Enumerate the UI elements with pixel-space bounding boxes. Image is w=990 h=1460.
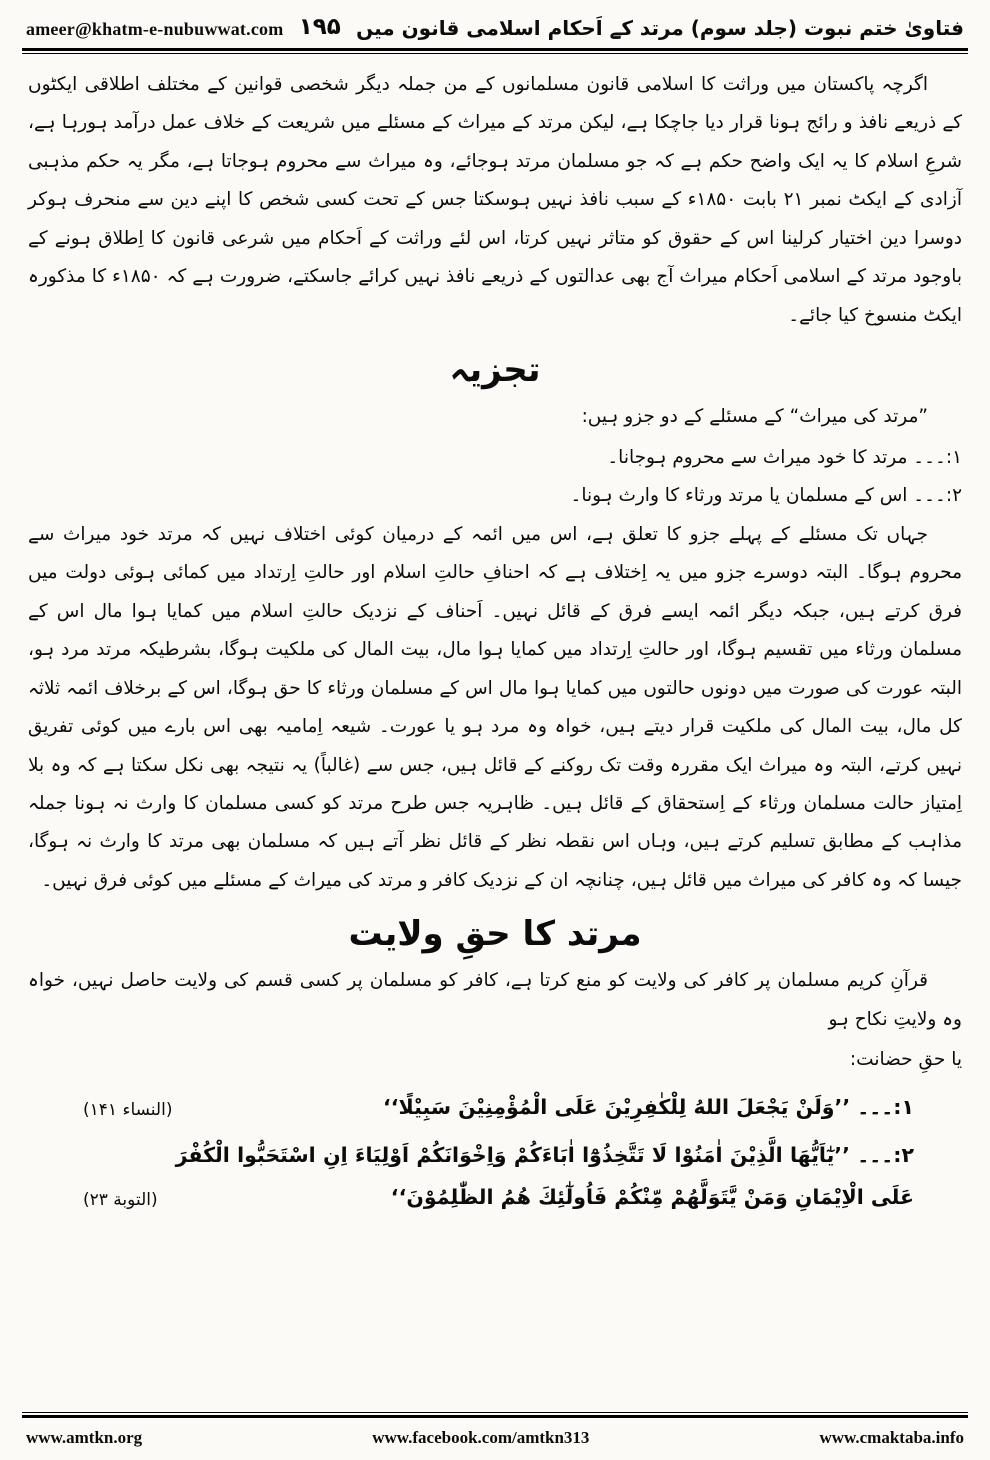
wilayat-paragraph-tail: یا حقِ حضانت: — [849, 1049, 962, 1071]
intro-paragraph: اگرچہ پاکستان میں وراثت کا اسلامی قانون مسلمانوں کے من جملہ دیگر شخصی قوانین کے مختلف اطلاقی ایکٹوں کے ذریعے نافذ و رائج ہونا قرار دیا جاچکا ہے، لیکن مرتد کے میراث کے مسئلے میں شریعت کے خلاف عمل درآمد ہورہا ہے، شرعِ اسلام کا یہ ایک واضح حکم ہے کہ جو مسلمان مرتد ہوجائے، وہ میراث سے محروم ہوجاتا ہے، مگر یہ حکم مذہبی آزادی کے ایکٹ نمبر ۲۱ بابت ۱۸۵۰ء کے سبب نافذ نہیں ہوسکتا جس کے تحت کسی شخص کا اپنے دین سے منحرف ہوکر دوسرا دین اختیار کرلینا اس کے حقوق کو متاثر نہیں کرتا، اس لئے وراثت کے اَحکام میں شرعی قانون کا اِطلاق ہونے کے باوجود مرتد کے اسلامی اَحکام میراث آج بھی عدالتوں کے ذریعے نافذ نہیں کرائے جاسکتے، ضرورت ہے کہ ۱۸۵۰ء کا مذکورہ ایکٹ منسوخ کیا جائے۔ — [28, 74, 962, 326]
footer-url-facebook: www.facebook.com/amtkn313 — [372, 1428, 590, 1447]
quran-quote-1 — [83, 1086, 962, 1128]
quote-2-reference: (التوبة ۲۳) — [83, 1189, 158, 1210]
wilayat-paragraph: قرآنِ کریم مسلمان پر کافر کی ولایت کو منع کرتا ہے، کافر کو مسلمان پر کسی قسم کی ولایت حاصل نہیں، خواہ وہ ولایتِ نکاح ہو — [28, 970, 962, 1030]
quote-1-arabic: ’’وَلَنْ يَجْعَلَ اللهُ لِلْكٰفِرِيْنَ عَلَى الْمُؤْمِنِيْنَ سَبِيْلًا‘‘ — [382, 1094, 851, 1119]
analysis-heading: تجزیہ — [449, 350, 541, 391]
footer-url-cmaktaba: www.cmaktaba.info — [819, 1428, 964, 1447]
quote-2-arabic: ’’يٰٓاَيُّهَا الَّذِيْنَ اٰمَنُوْا لَا تَتَّخِذُوْٓا اٰبَاءَكُمْ وَاِخْوَانَكُمْ اَوْلِيَاءَ اِنِ اسْتَحَبُّوا الْكُفْرَ عَلَى الْاِيْمَانِ وَمَنْ يَّتَوَلَّهُمْ مِّنْكُمْ فَاُولٰٓئِكَ هُمُ الظّٰلِمُوْنَ‘‘ — [175, 1142, 914, 1209]
page-body — [0, 54, 990, 1218]
footer-url-amtkn: www.amtkn.org — [26, 1428, 143, 1447]
analysis-item-2: ۲:۔۔۔ اس کے مسلمان یا مرتد ورثاء کا وارث ہونا۔ — [570, 485, 962, 507]
quote-2-text — [176, 1134, 914, 1218]
contact-email: ameer@khatm-e-nubuwwat.com — [26, 19, 284, 39]
quran-quote-2 — [83, 1134, 962, 1218]
analysis-paragraph: جہاں تک مسئلے کے پہلے جزو کا تعلق ہے، اس میں ائمہ کے درمیان کوئی اختلاف نہیں کہ مرتد خود میراث سے محروم ہوگا۔ البتہ دوسرے جزو میں یہ اِختلاف ہے کہ احنافِ حالتِ اسلام اور حالتِ اِرتداد میں کمائی ہوئی دولت میں فرق کرتے ہیں، جبکہ دیگر ائمہ ایسے فرق کے قائل نہیں۔ اَحناف کے نزدیک حالتِ اسلام میں کمایا ہوا مال اس کے مسلمان ورثاء میں تقسیم ہوگا، اور حالتِ اِرتداد میں کمایا ہوا مال، بیت المال کی ملکیت ہوگا، بشرطیکہ مرتد مرد ہو، البتہ عورت کی صورت میں دونوں حالتوں میں کمایا ہوا مال اس کے مسلمان ورثاء کا حق ہوگا، اس کے برخلاف ائمہ ثلاثہ کل مال، بیت المال کی ملکیت قرار دیتے ہیں، خواہ وہ مرد ہو یا عورت۔ شیعہ اِمامیہ بھی اس بارے میں کوئی تفریق نہیں کرتے، البتہ وہ میراث ایک مقررہ وقت تک روکنے کے قائل ہیں، جس سے (غالباً) یہ نتیجہ بھی نکل سکتا ہے کہ وہ بلا اِمتیاز حالت مسلمان ورثاء کے اِستحقاق کے قائل ہیں۔ ظاہریہ جس طرح مرتد کو کسی مسلمان کا وارث نہ ہونا جملہ مذاہب کے مطابق تسلیم کرتے ہیں، وہاں اس نقطہ نظر کے قائل نظر آتے ہیں کہ مسلمان بھی مرتد کا وارث نہ ہوگا، جیسا کہ وہ کافر کی میراث میں قائل ہیں، چنانچہ ان کے نزدیک کافر و مرتد کی میراث کے مسئلے میں کوئی فرق نہیں۔ — [28, 523, 962, 891]
footer-links — [0, 1428, 990, 1448]
analysis-item-1: ۱:۔۔۔ مرتد کا خود میراث سے محروم ہوجانا۔ — [607, 446, 962, 468]
page-header — [0, 0, 990, 48]
page-footer — [0, 1412, 990, 1460]
quote-1-reference: (النساء ۱۴۱) — [83, 1099, 173, 1120]
quote-2-number: ۲:۔۔۔ — [857, 1142, 914, 1167]
analysis-intro: ”مرتد کی میراث“ کے مسئلے کے دو جزو ہیں: — [581, 406, 928, 428]
book-title: فتاویٰ ختم نبوت (جلد سوم) مرتد کے اَحکام اسلامی قانون میں — [356, 16, 964, 40]
quote-1-number: ۱:۔۔۔ — [857, 1094, 914, 1119]
footer-divider — [22, 1412, 968, 1418]
page-number: ۱۹۵ — [298, 14, 341, 40]
quote-1-text — [190, 1086, 914, 1128]
wilayat-heading: مرتد کا حقِ ولایت — [348, 914, 642, 955]
